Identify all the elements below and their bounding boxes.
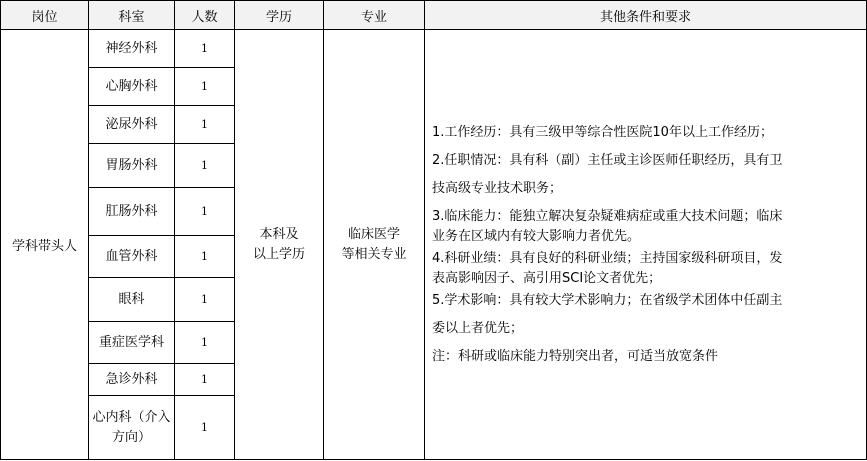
department-cell: 急诊外科 [89, 364, 175, 396]
department-cell: 心胸外科 [89, 68, 175, 106]
requirement-line: 注：科研或临床能力特别突出者，可适当放宽条件 [432, 348, 719, 364]
header-row [1, 1, 867, 30]
header-count: 人数 [175, 1, 235, 30]
count-cell: 1 [175, 278, 235, 322]
requirement-line: 2.任职情况：具有科（副）主任或主诊医师任职经历，具有卫 [432, 152, 783, 168]
department-cell: 神经外科 [89, 30, 175, 68]
department-cell: 重症医学科 [89, 322, 175, 364]
requirement-line: 委以上者优先； [432, 320, 524, 336]
requirement-line: 技高级专业技术职务； [432, 180, 563, 196]
count-cell: 1 [175, 68, 235, 106]
table-row [1, 30, 867, 68]
department-cell: 肛肠外科 [89, 188, 175, 236]
major-line: 等相关专业 [341, 246, 407, 262]
requirement-line: 1.工作经历：具有三级甲等综合性医院10年以上工作经历； [432, 124, 773, 140]
position-cell: 学科带头人 [1, 30, 89, 460]
department-cell: 心内科（介入方向） [89, 396, 175, 460]
department-cell: 泌尿外科 [89, 106, 175, 144]
requirements-cell [425, 30, 867, 460]
requirement-line: 业务在区域内有较大影响力者优先。 [432, 228, 641, 244]
requirement-line: 4.科研业绩：具有良好的科研业绩；主持国家级科研项目，发 [432, 250, 783, 266]
department-cell: 眼科 [89, 278, 175, 322]
major-cell [324, 30, 425, 460]
count-cell: 1 [175, 322, 235, 364]
education-cell [235, 30, 324, 460]
department-cell: 血管外科 [89, 236, 175, 278]
header-requirements: 其他条件和要求 [425, 1, 867, 30]
requirement-line: 5.学术影响：具有较大学术影响力；在省级学术团体中任副主 [432, 292, 783, 308]
count-cell: 1 [175, 106, 235, 144]
header-position: 岗位 [1, 1, 89, 30]
count-cell: 1 [175, 144, 235, 188]
education-line: 本科及 [259, 226, 299, 242]
header-department: 科室 [89, 1, 175, 30]
count-cell: 1 [175, 30, 235, 68]
requirement-line: 表高影响因子、高引用SCI论文者优先； [432, 270, 662, 286]
header-major: 专业 [324, 1, 425, 30]
count-cell: 1 [175, 188, 235, 236]
header-education: 学历 [235, 1, 324, 30]
count-cell: 1 [175, 236, 235, 278]
requirement-line: 3.临床能力：能独立解决复杂疑难病症或重大技术问题；临床 [432, 208, 783, 224]
count-cell: 1 [175, 396, 235, 460]
count-cell: 1 [175, 364, 235, 396]
department-cell: 胃肠外科 [89, 144, 175, 188]
education-line: 以上学历 [252, 246, 305, 262]
major-line: 临床医学 [347, 226, 400, 242]
